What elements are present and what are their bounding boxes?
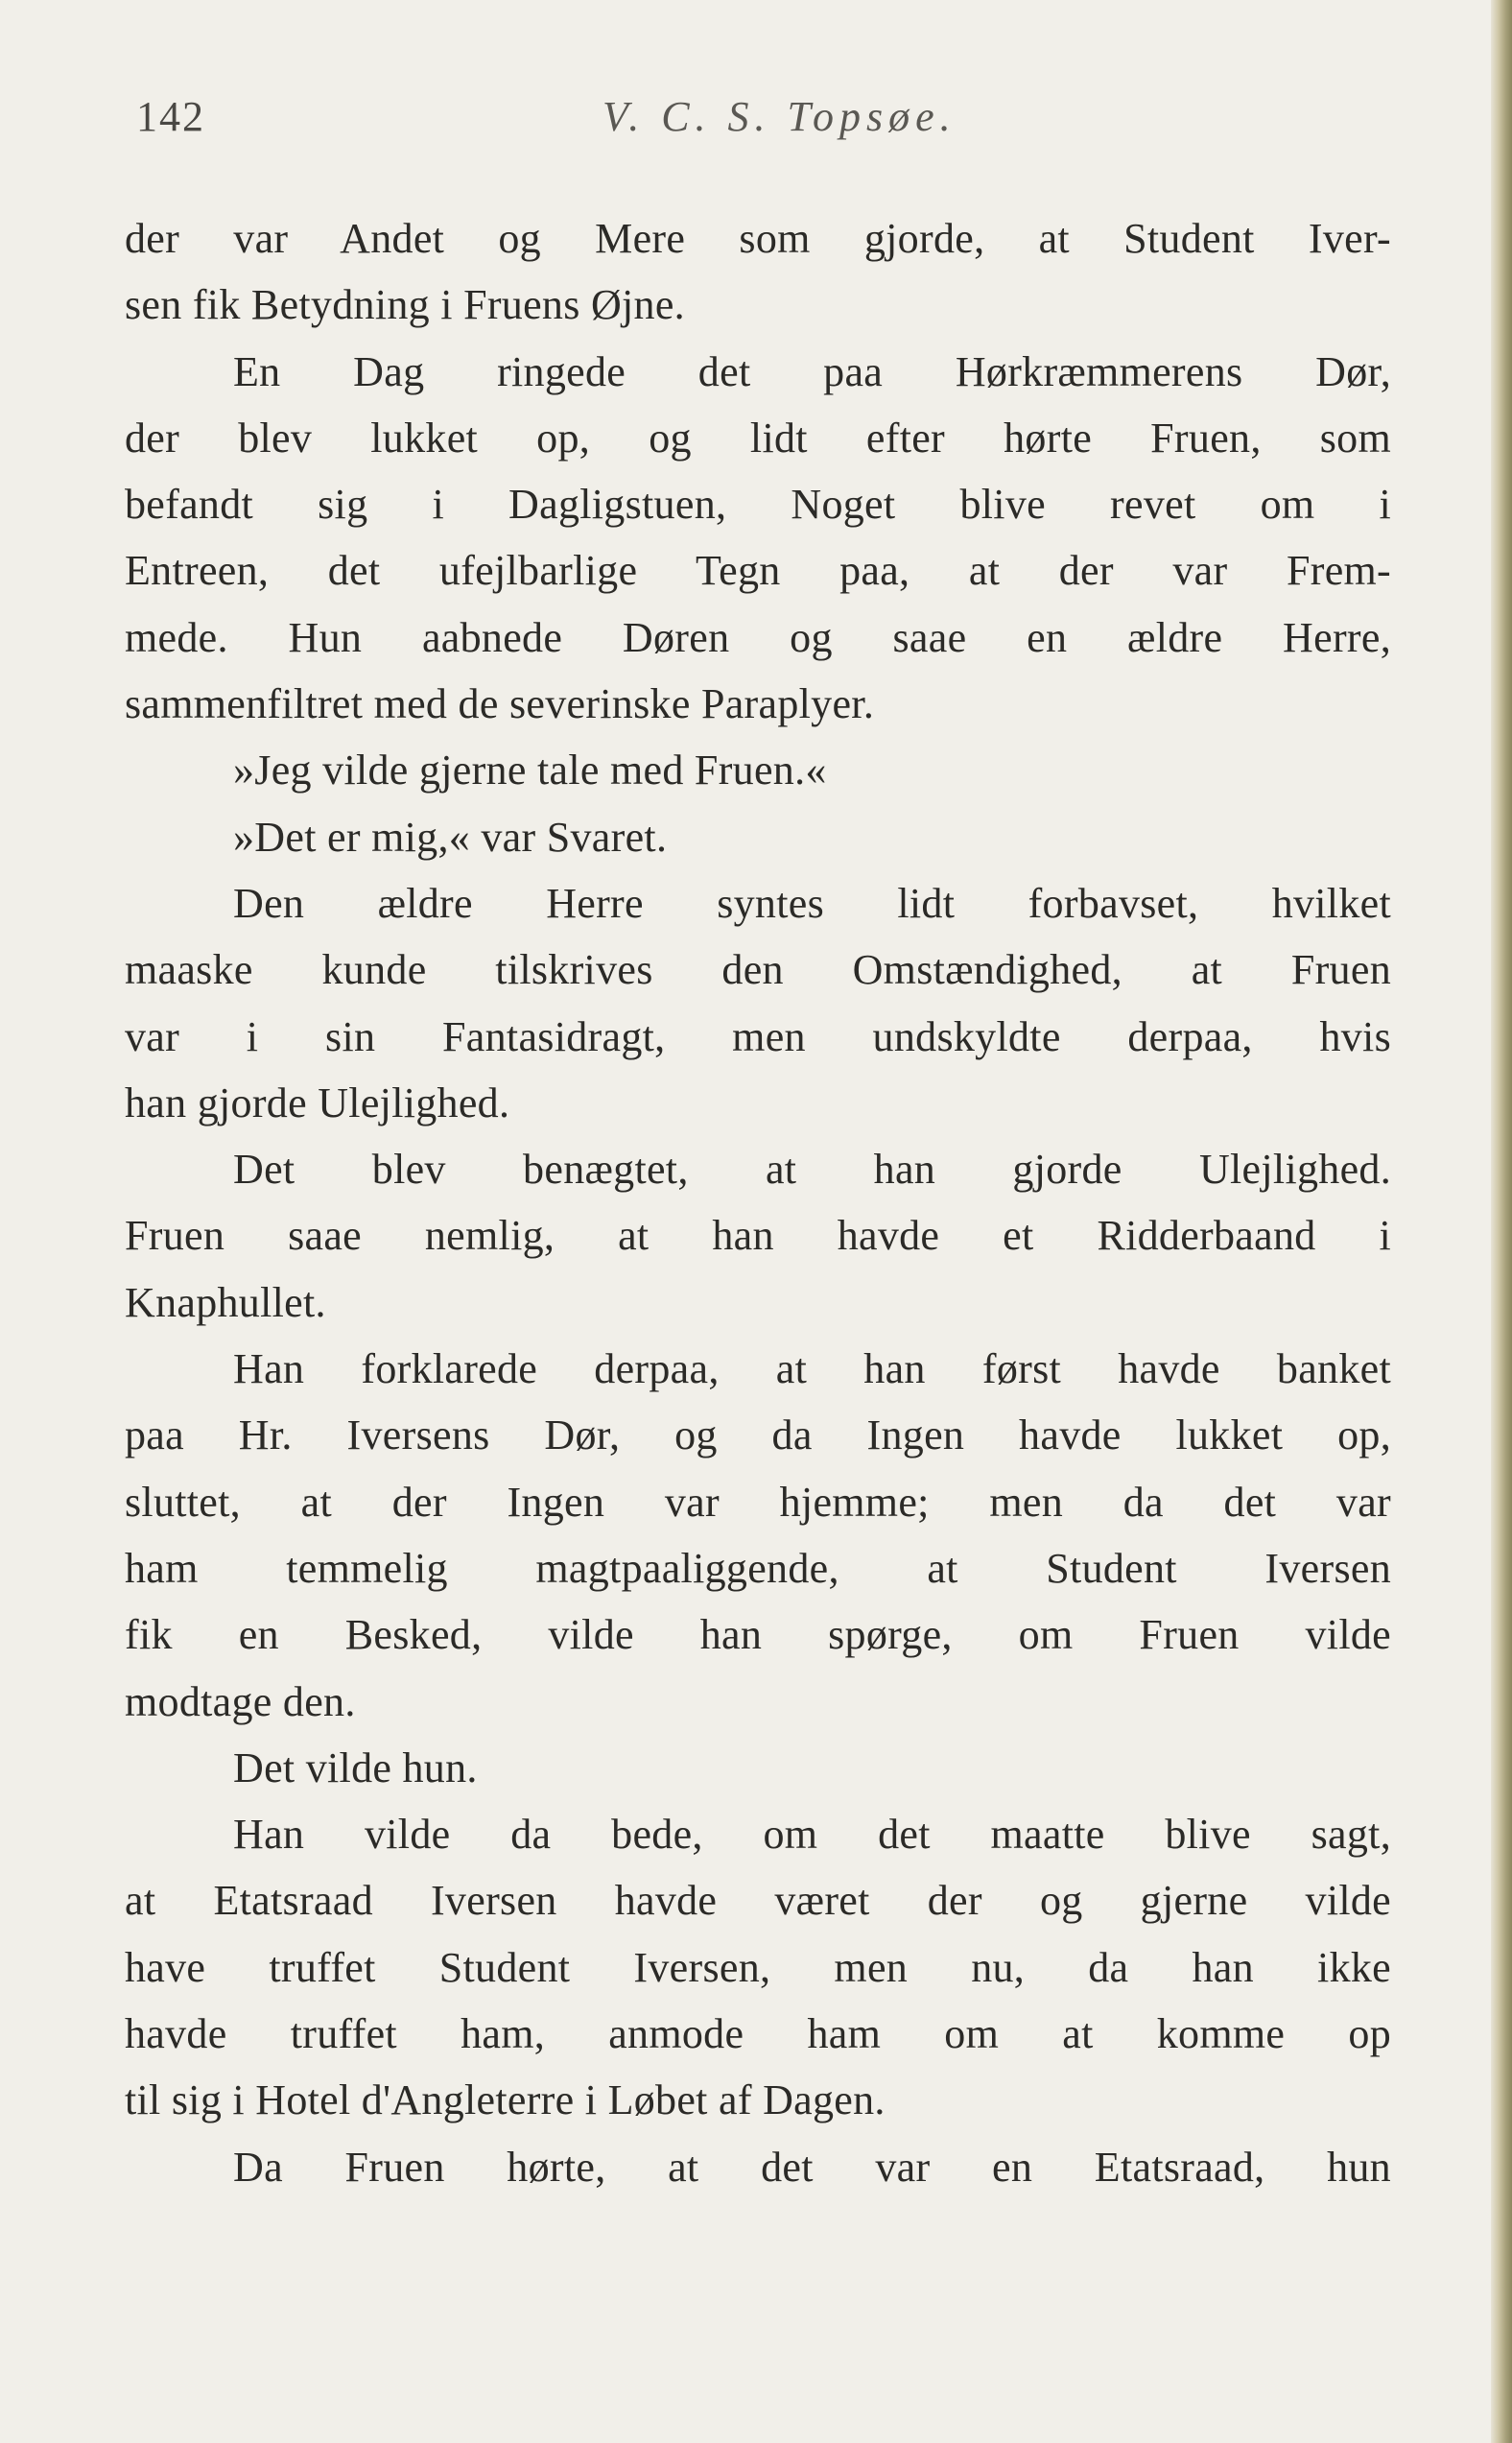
- text-line: der blev lukket op, og lidt efter hørte Fruen, som: [125, 414, 1391, 462]
- text-line: »Jeg vilde gjerne tale med Fruen.«: [233, 747, 827, 795]
- text-line: maaske kunde tilskrives den Omstændighed, at Fruen: [125, 946, 1391, 994]
- text-body: [125, 205, 1391, 2200]
- text-line: have truffet Student Iversen, men nu, da han ikke: [125, 1943, 1391, 1991]
- text-line: Knaphullet.: [125, 1278, 326, 1326]
- text-line: der var Andet og Mere som gjorde, at Student Iver-: [125, 215, 1391, 262]
- text-line: sammenfiltret med de severinske Paraplyer.: [125, 680, 875, 728]
- text-line: modtage den.: [125, 1677, 356, 1725]
- text-line: at Etatsraad Iversen havde været der og gjerne vilde: [125, 1877, 1391, 1925]
- text-line: En Dag ringede det paa Hørkræmmerens Dør,: [233, 347, 1391, 395]
- text-line: sen fik Betydning i Fruens Øjne.: [125, 281, 685, 329]
- text-line: han gjorde Ulejlighed.: [125, 1079, 510, 1127]
- text-line: ham temmelig magtpaaliggende, at Student Iversen: [125, 1544, 1391, 1592]
- text-line: Entreen, det ufejlbarlige Tegn paa, at der var Frem-: [125, 547, 1391, 595]
- text-line: Fruen saae nemlig, at han havde et Ridderbaand i: [125, 1212, 1391, 1260]
- text-line: fik en Besked, vilde han spørge, om Fruen vilde: [125, 1611, 1391, 1659]
- page-header: [123, 92, 1389, 150]
- text-line: Det vilde hun.: [233, 1743, 478, 1791]
- text-line: var i sin Fantasidragt, men undskyldte derpaa, hvis: [125, 1012, 1391, 1060]
- text-line: »Det er mig,« var Svaret.: [233, 813, 668, 861]
- text-line: havde truffet ham, anmode ham om at komme op: [125, 2010, 1391, 2058]
- text-line: Det blev benægtet, at han gjorde Ulejlighed.: [233, 1146, 1391, 1194]
- text-line: Den ældre Herre syntes lidt forbavset, hvilket: [233, 879, 1391, 927]
- page-edge: [1491, 0, 1512, 2443]
- text-line: paa Hr. Iversens Dør, og da Ingen havde lukket op,: [125, 1411, 1391, 1459]
- text-line: Han forklarede derpaa, at han først havde banket: [233, 1345, 1391, 1393]
- page-number: 142: [136, 93, 205, 140]
- running-title: V. C. S. Topsøe.: [602, 93, 957, 140]
- text-line: Da Fruen hørte, at det var en Etatsraad, hun: [233, 2143, 1391, 2191]
- text-line: til sig i Hotel d'Angleterre i Løbet af Dagen.: [125, 2076, 886, 2124]
- text-line: mede. Hun aabnede Døren og saae en ældre Herre,: [125, 613, 1391, 661]
- text-line: befandt sig i Dagligstuen, Noget blive revet om i: [125, 481, 1391, 529]
- text-line: Han vilde da bede, om det maatte blive sagt,: [233, 1811, 1391, 1859]
- text-line: sluttet, at der Ingen var hjemme; men da det var: [125, 1478, 1391, 1526]
